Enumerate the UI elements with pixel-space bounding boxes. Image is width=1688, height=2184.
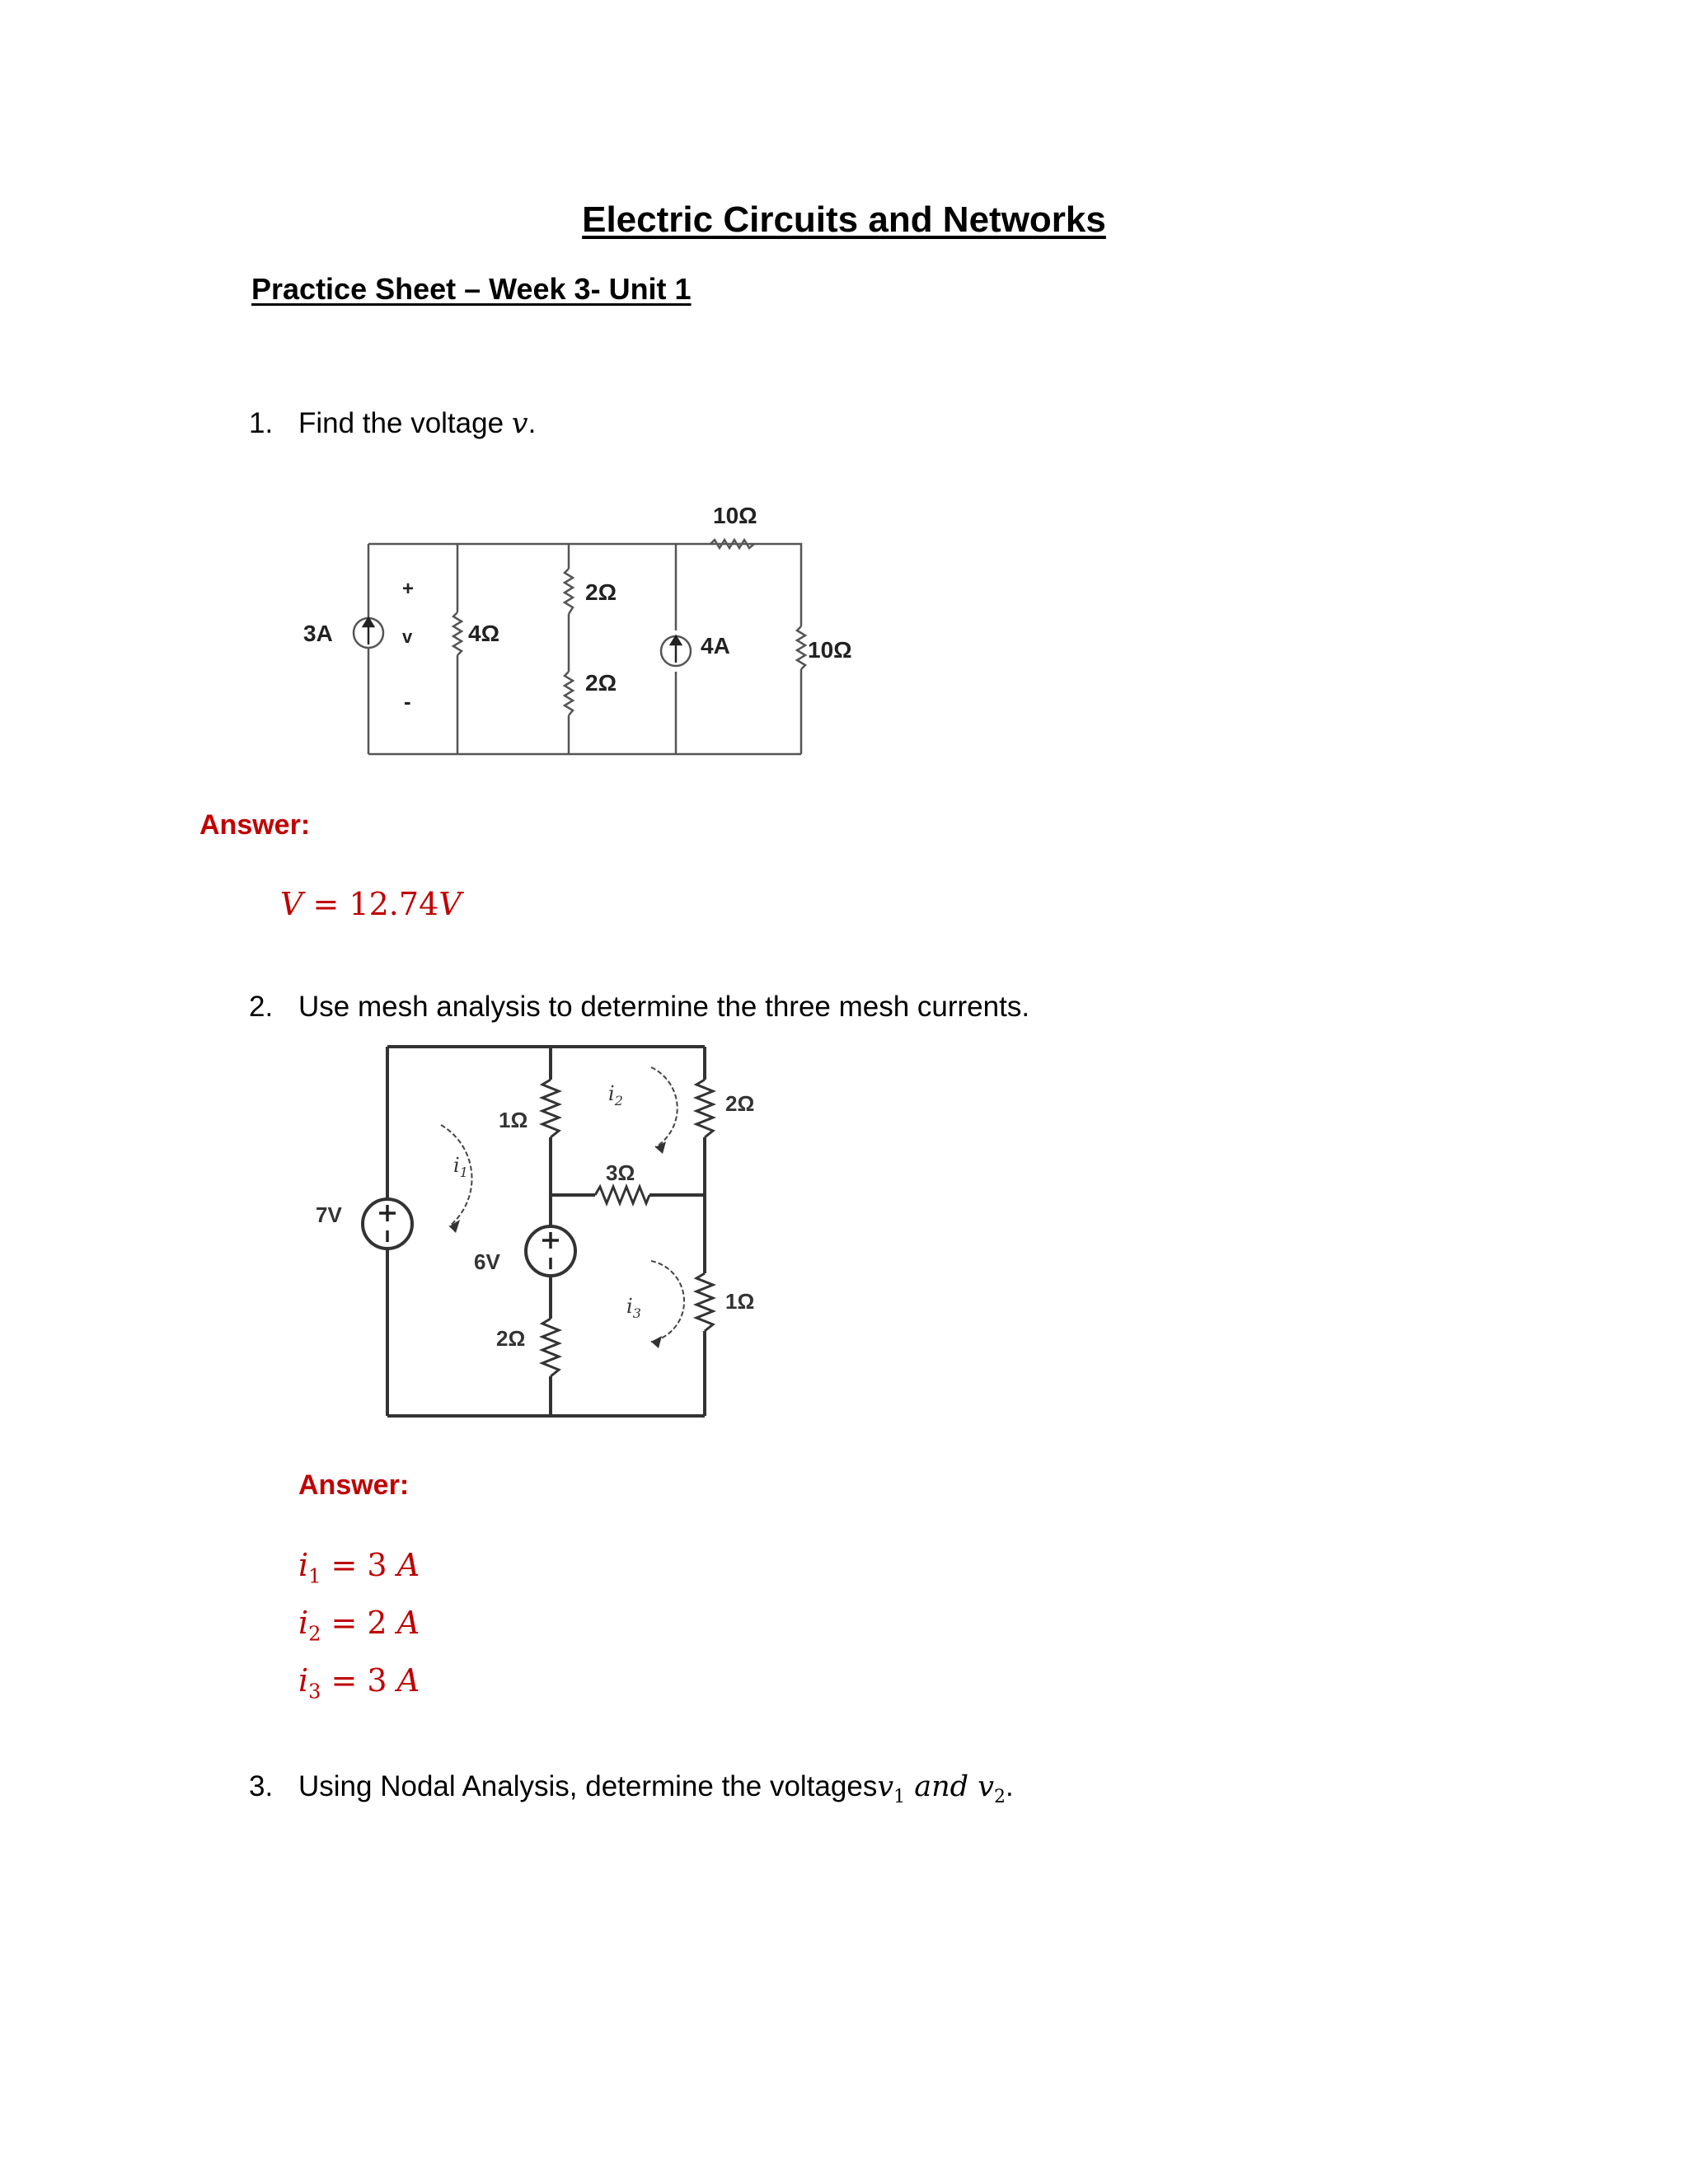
voltage-source-7v-label: 7V [316, 1202, 342, 1227]
question-number: 3. [249, 1770, 274, 1802]
resistor-2ohm-upper-label: 2Ω [585, 579, 617, 605]
question-text: Using Nodal Analysis, determine the voltages [298, 1770, 878, 1802]
question-2 [249, 991, 1029, 1024]
minus-sign: - [404, 689, 411, 714]
resistor-1ohm-right-label: 1Ω [725, 1289, 755, 1314]
answer-1: V = 12.74V [280, 886, 462, 922]
document-title: Electric Circuits and Networks [582, 199, 1106, 240]
question-number: 1. [249, 407, 274, 439]
source-4a-label: 4A [701, 633, 730, 658]
question-text: Find the voltage [298, 407, 504, 439]
document-subtitle: Practice Sheet – Week 3- Unit 1 [251, 272, 692, 306]
resistor-10ohm-top-label: 10Ω [713, 503, 757, 528]
answer-label-1: Answer: [199, 809, 311, 841]
resistor-1ohm-mid-label: 1Ω [499, 1108, 528, 1132]
voltage-source-6v-label: 6V [474, 1249, 500, 1274]
resistor-10ohm-right-label: 10Ω [808, 637, 852, 663]
answer-2-i3: $i_3 = 3$ A [298, 1662, 420, 1704]
answer-2-i2: $i_2 = 2$ A [298, 1605, 420, 1646]
circuit-diagram-1 [293, 494, 870, 766]
mesh-current-i1-label: $i_1$ [453, 1154, 468, 1180]
voltage-v-label: v [402, 626, 413, 647]
plus-sign: + [402, 578, 415, 600]
question-3: 3. Using Nodal Analysis, determine the voltagesv$_1$ and $v_2$. [249, 1770, 1014, 1807]
question-1: 1. Find the voltage v. [249, 407, 537, 440]
resistor-2ohm-mid-label: 2Ω [496, 1326, 526, 1351]
source-3a-label: 3A [303, 621, 333, 646]
question-text: Use mesh analysis to determine the three mesh currents. [298, 991, 1030, 1023]
answer-2-i1: $i_1 = 3$ A [298, 1547, 420, 1588]
mesh-current-i3-label: $i_3$ [626, 1295, 641, 1321]
answer-label-2: Answer: [298, 1469, 410, 1501]
mesh-current-i2-label: $i_2$ [608, 1082, 623, 1108]
resistor-2ohm-right-label: 2Ω [725, 1091, 755, 1116]
circuit-diagram-2 [305, 1038, 799, 1426]
resistor-2ohm-lower-label: 2Ω [585, 670, 617, 696]
resistor-4ohm-label: 4Ω [468, 621, 500, 646]
resistor-3ohm-label: 3Ω [606, 1160, 635, 1185]
question-number: 2. [249, 991, 274, 1023]
question-variable: v [511, 407, 528, 440]
